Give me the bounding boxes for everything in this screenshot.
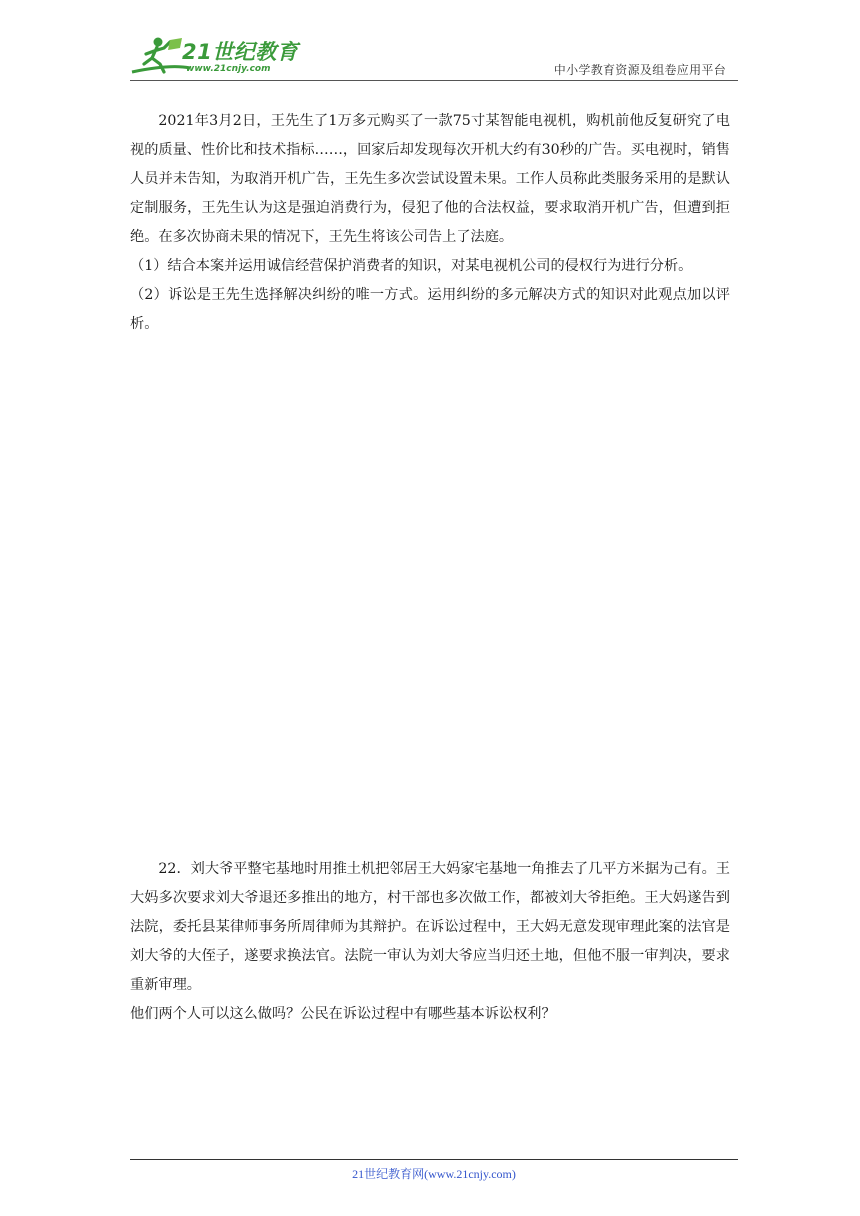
- footer-link[interactable]: 21世纪教育网(www.21cnjy.com): [352, 1167, 516, 1181]
- logo: [130, 34, 300, 80]
- question-1-sub-2: （2）诉讼是王先生选择解决纠纷的唯一方式。运用纠纷的多元解决方式的知识对此观点加以评析。: [130, 287, 730, 332]
- logo-text: 21世纪教育: [182, 40, 299, 64]
- page-header: [130, 30, 738, 82]
- question-1: [130, 107, 730, 339]
- question-1-paragraph: 2021年3月2日，王先生了1万多元购买了一款75寸某智能电视机，购机前他反复研究了电视的质量、性价比和技术指标……，回家后却发现每次开机大约有30秒的广告。买电视时，销售人员并未告知，为取消开机广告，王先生多次尝试设置未果。工作人员称此类服务采用的是默认定制服务，王先生认为这是强迫消费行为，侵犯了他的合法权益，要求取消开机广告，但遭到拒绝。在多次协商未果的情况下，王先生将该公司告上了法庭。: [130, 113, 730, 245]
- question-22: [130, 855, 730, 1029]
- question-22-paragraph: 22．刘大爷平整宅基地时用推土机把邻居王大妈家宅基地一角推去了几平方米据为己有。王大妈多次要求刘大爷退还多推出的地方，村干部也多次做工作，都被刘大爷拒绝。王大妈遂告到法院，委托县某律师事务所周律师为其辩护。在诉讼过程中，王大妈无意发现审理此案的法官是刘大爷的大侄子，遂要求换法官。法院一审认为刘大爷应当归还土地，但他不服一审判决，要求重新审理。: [130, 861, 730, 993]
- header-divider: [130, 80, 738, 81]
- header-platform-title: 中小学教育资源及组卷应用平台: [553, 63, 726, 77]
- footer-divider: [130, 1159, 738, 1160]
- question-22-question: 他们两个人可以这么做吗？公民在诉讼过程中有哪些基本诉讼权利？: [130, 1006, 556, 1022]
- question-1-sub-1: （1）结合本案并运用诚信经营保护消费者的知识，对某电视机公司的侵权行为进行分析。: [130, 258, 693, 274]
- logo-url: www.21cnjy.com: [186, 64, 271, 74]
